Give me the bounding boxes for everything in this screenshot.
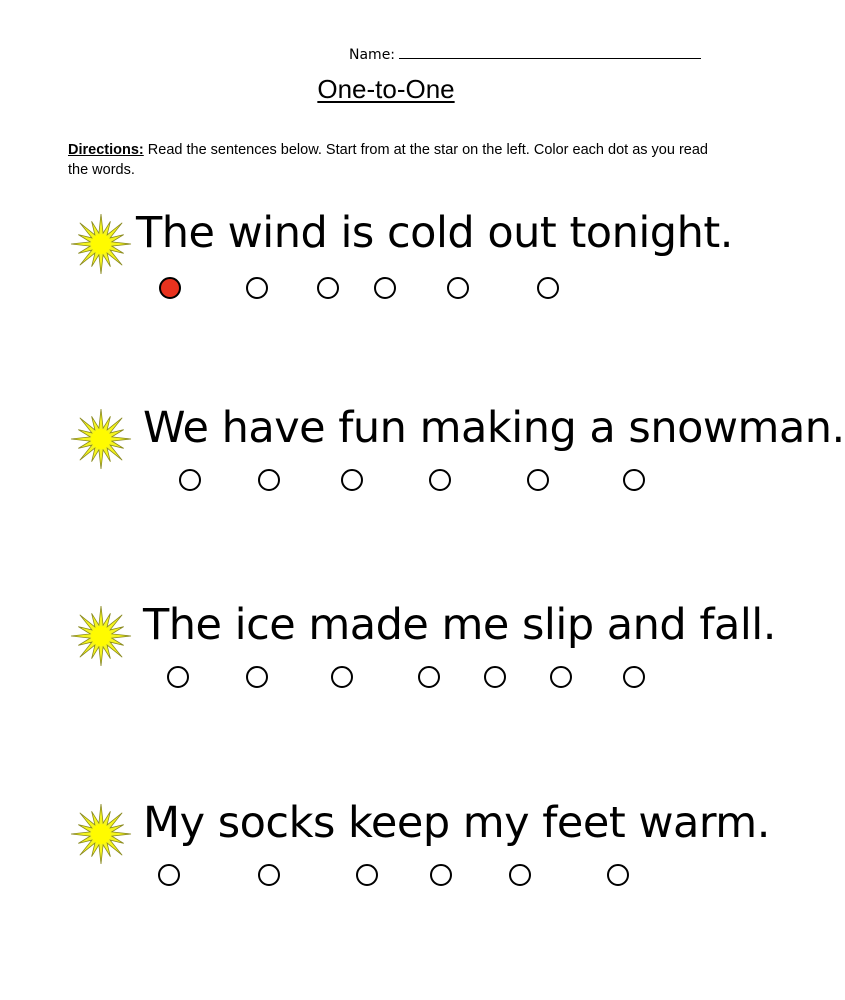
sun-center	[91, 234, 111, 254]
sentence-row-1	[0, 205, 772, 325]
sun-center	[91, 824, 111, 844]
word-dot[interactable]	[447, 277, 469, 299]
word-dot[interactable]	[418, 666, 440, 688]
page-title-text: One-to-One	[317, 74, 455, 104]
word-dot[interactable]	[374, 277, 396, 299]
sun-center	[91, 626, 111, 646]
word-dot[interactable]	[179, 469, 201, 491]
word-dot[interactable]	[331, 666, 353, 688]
sun-icon	[70, 605, 132, 667]
word-dot[interactable]	[167, 666, 189, 688]
page-title	[0, 74, 772, 105]
sentence-text: My socks keep my feet warm.	[143, 798, 770, 848]
word-dot[interactable]	[607, 864, 629, 886]
word-dot[interactable]	[356, 864, 378, 886]
word-dot[interactable]	[246, 277, 268, 299]
name-blank-line[interactable]	[399, 44, 701, 59]
word-dot[interactable]	[341, 469, 363, 491]
sentence-text: The wind is cold out tonight.	[136, 208, 733, 258]
sun-icon	[70, 803, 132, 865]
word-dot[interactable]	[258, 864, 280, 886]
word-dot[interactable]	[159, 277, 181, 299]
word-dot[interactable]	[623, 666, 645, 688]
name-label: Name:	[349, 47, 396, 63]
directions	[68, 140, 718, 180]
sun-icon	[70, 408, 132, 470]
word-dot[interactable]	[429, 469, 451, 491]
word-dot[interactable]	[550, 666, 572, 688]
word-dot[interactable]	[317, 277, 339, 299]
word-dot[interactable]	[258, 469, 280, 491]
sentence-row-4	[0, 795, 772, 915]
word-dot[interactable]	[484, 666, 506, 688]
directions-label: Directions:	[68, 142, 144, 158]
word-dot[interactable]	[158, 864, 180, 886]
directions-text: Read the sentences below. Start from at the star on the left. Color each dot as you read the words.	[68, 142, 708, 178]
sun-icon	[70, 213, 132, 275]
word-dot[interactable]	[430, 864, 452, 886]
word-dot[interactable]	[509, 864, 531, 886]
word-dot[interactable]	[537, 277, 559, 299]
sentence-row-3	[0, 597, 776, 717]
name-field[interactable]	[349, 44, 701, 63]
sentence-row-2	[0, 400, 845, 520]
word-dot[interactable]	[246, 666, 268, 688]
word-dot[interactable]	[527, 469, 549, 491]
sentence-text: We have fun making a snowman.	[143, 403, 845, 453]
word-dot[interactable]	[623, 469, 645, 491]
sentence-text: The ice made me slip and fall.	[143, 600, 776, 650]
sun-center	[91, 429, 111, 449]
